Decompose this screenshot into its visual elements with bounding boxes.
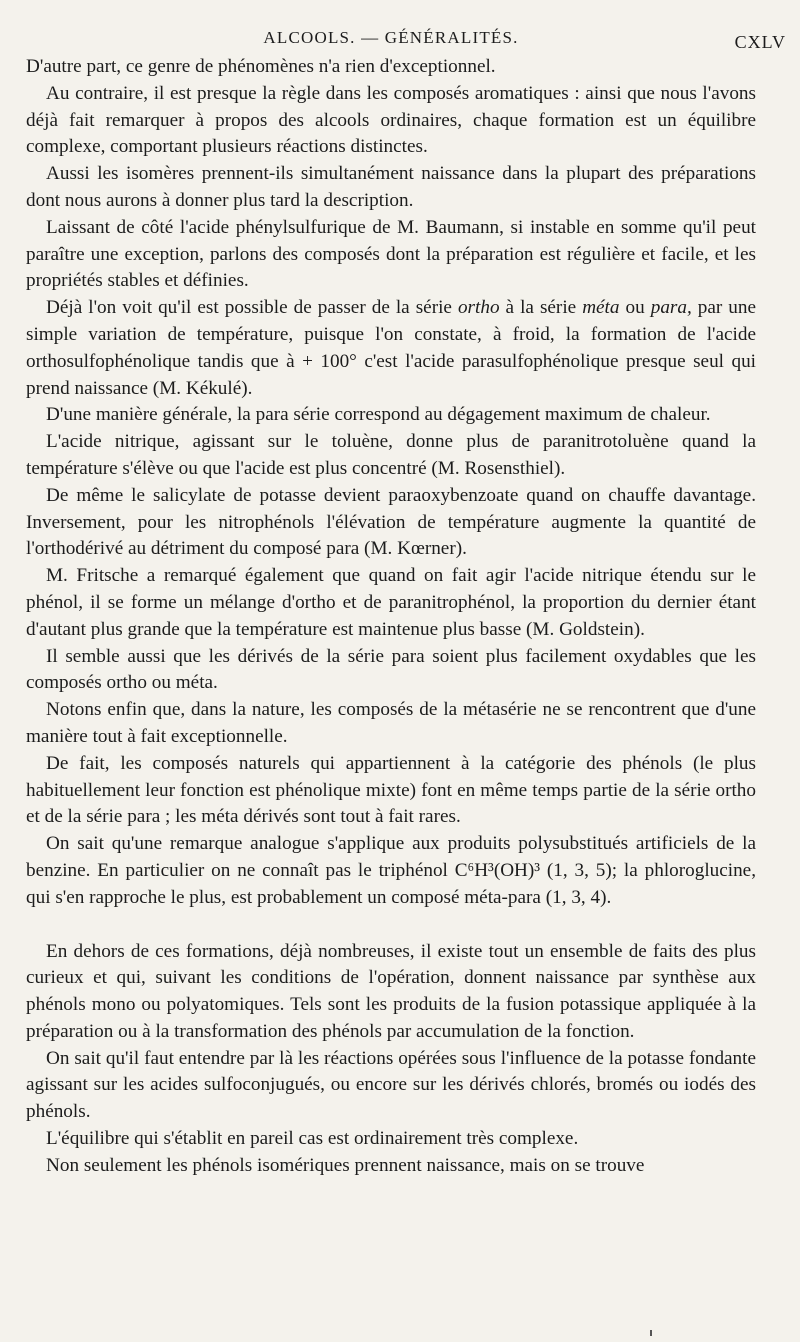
italic-term: para, xyxy=(650,297,692,319)
paragraph: On sait qu'une remarque analogue s'applique aux produits polysubstitués artificiels de la benzine. En particulier on ne connaît pas le triphénol C⁶H³(OH)³ (1, 3, 5); la phloroglucine, qui s'en rapproche le plus, est probablement un composé méta-para (1, 3, 4). xyxy=(26,833,756,908)
paragraph: L'équilibre qui s'établit en pareil cas est ordinairement très complexe. xyxy=(46,1128,579,1150)
paragraph: Laissant de côté l'acide phénylsulfurique de M. Baumann, si instable en somme qu'il peut paraître une exception, parlons des composés dont la préparation est régulière et facile, et les propriétés stables et définies. xyxy=(26,216,756,292)
paragraph: D'autre part, ce genre de phénomènes n'a rien d'exceptionnel. xyxy=(26,56,496,77)
text-run: ou xyxy=(619,297,651,319)
paragraph: Au contraire, il est presque la règle dans les composés aromatiques : ainsi que nous l'avons déjà fait remarquer à propos des alcools ordinaires, chaque formation est un équilibre complexe, comportant plusieurs réactions distinctes. xyxy=(26,82,756,158)
paragraph: Aussi les isomères prennent-ils simultanément naissance dans la plupart des préparations dont nous aurons à donner plus tard la description. xyxy=(26,163,756,211)
paragraph: Non seulement les phénols isomériques prennent naissance, mais on se trouve xyxy=(46,1154,645,1176)
paragraph: On sait qu'il faut entendre par là les réactions opérées sous l'influence de la potasse fondante agissant sur les acides sulfoconjugués, ou encore sur les dérivés chlorés, bromés ou iodés des phénols. xyxy=(26,1047,756,1123)
text-run: Déjà l'on voit qu'il est possible de passer de la série xyxy=(46,297,458,319)
paragraph: De même le salicylate de potasse devient paraoxybenzoate quand on chauffe davantage. Inversement, pour les nitrophénols l'élévation de température augmente la quantité de l'orthodérivé au détriment du composé para (M. Kœrner). xyxy=(26,484,756,560)
paragraph: Il semble aussi que les dérivés de la série para soient plus facilement oxydables que les composés ortho ou méta. xyxy=(26,645,756,694)
paragraph: En dehors de ces formations, déjà nombreuses, il existe tout un ensemble de faits des plus curieux et qui, suivant les conditions de l'opération, donnent naissance par synthèse aux phénols mono ou polyatomiques. Tels sont les produits de la fusion potassique appliquée à la préparation ou à la transformation des phénols par accumulation de la fonction. xyxy=(26,940,756,1042)
text-run: par une simple variation de température, puisque l'on constate, à froid, la formation de l'acide orthosulfophénolique tandis que à + 100° c'est l'acide parasulfophénolique presque seul qui prend naissance (M. Kékulé). xyxy=(26,297,756,399)
paragraph xyxy=(26,295,756,402)
body-text xyxy=(26,54,756,1180)
section-break xyxy=(26,912,756,939)
italic-term: ortho xyxy=(457,297,500,319)
signature-mark xyxy=(650,1330,652,1336)
paragraph: Notons enfin que, dans la nature, les composés de la métasérie ne se rencontrent que d'une manière tout à fait exceptionnelle. xyxy=(26,699,756,747)
running-head: ALCOOLS. — GÉNÉRALITÉS. xyxy=(263,28,519,47)
paragraph: De fait, les composés naturels qui appartiennent à la catégorie des phénols (le plus habituellement leur fonction est phénolique mixte) font en même temps partie de la série ortho et de la série para ; les méta dérivés sont tout à fait rares. xyxy=(26,752,756,828)
text-run: à la série xyxy=(499,297,583,319)
paragraph: L'acide nitrique, agissant sur le toluène, donne plus de paranitrotoluène quand la température s'élève ou que l'acide est plus concentré (M. Rosensthiel). xyxy=(26,431,756,479)
paragraph: M. Fritsche a remarqué également que quand on fait agir l'acide nitrique étendu sur le phénol, il se forme un mélange d'ortho et de paranitrophénol, la proportion du dernier étant d'autant plus grande que la température est maintenue plus basse (M. Goldstein). xyxy=(26,565,756,640)
italic-term: méta xyxy=(582,297,620,319)
page-header xyxy=(26,20,786,54)
page-number: CXLV xyxy=(734,32,786,52)
paragraph: D'une manière générale, la para série correspond au dégagement maximum de chaleur. xyxy=(46,404,711,426)
